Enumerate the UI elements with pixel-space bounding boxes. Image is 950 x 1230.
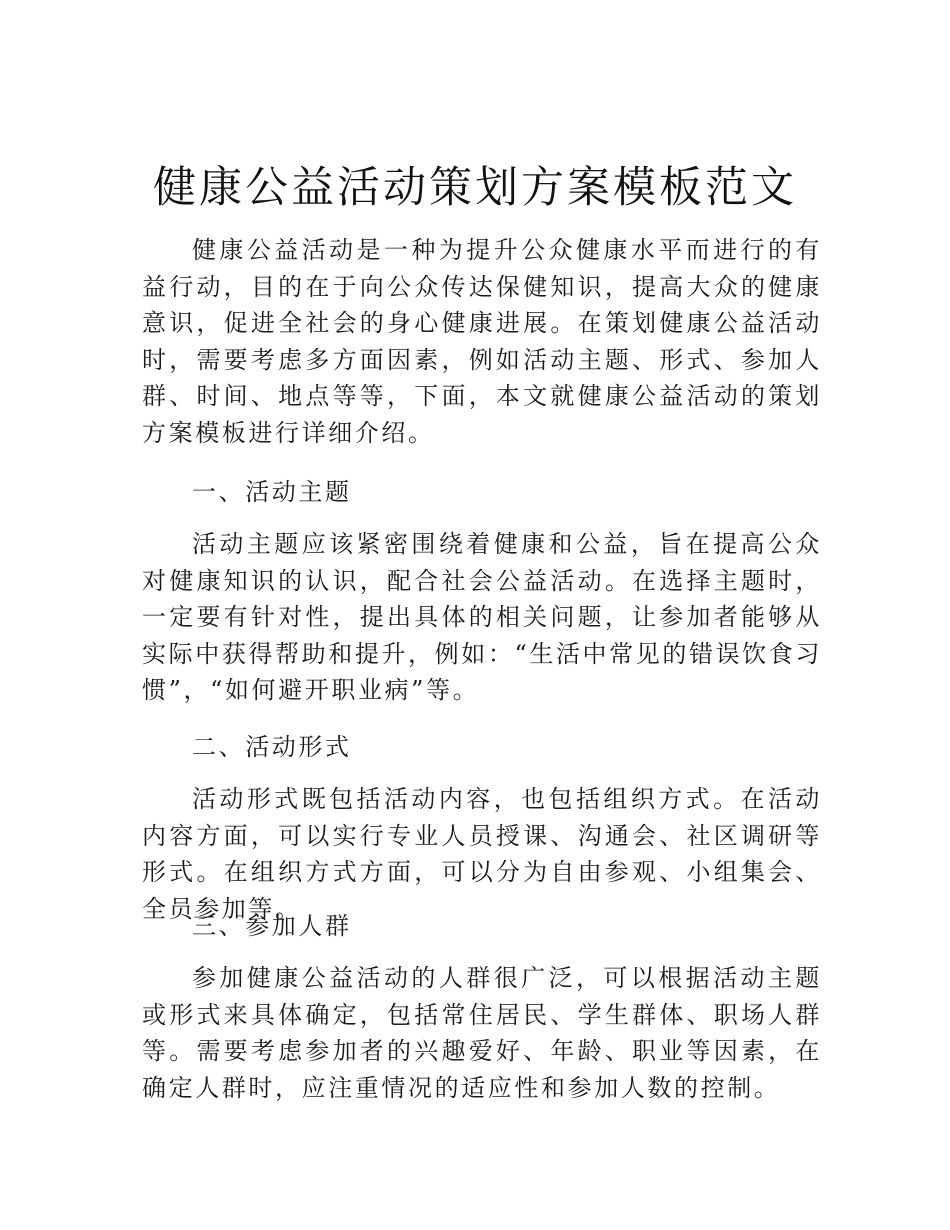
document-title: 健康公益活动策划方案模板范文 [153,163,797,213]
section-heading-theme: 一、活动主题 [192,478,352,506]
section-paragraph-participants: 参加健康公益活动的人群很广泛，可以根据活动主题或形式来具体确定，包括常住居民、学生群体、职场人群等。需要考虑参加者的兴趣爱好、年龄、职业等因素，在确定人群时，应注重情况的适应性和参加人数的控制。 [142,964,822,1102]
intro-paragraph: 健康公益活动是一种为提升公众健康水平而进行的有益行动，目的在于向公众传达保健知识，提高大众的健康意识，促进全社会的身心健康进展。在策划健康公益活动时，需要考虑多方面因素，例如活动主题、形式、参加人群、时间、地点等等，下面，本文就健康公益活动的策划方案模板进行详细介绍。 [142,236,822,447]
section-heading-format: 二、活动形式 [192,733,352,761]
section-heading-participants: 三、参加人群 [192,912,352,940]
section-paragraph-theme: 活动主题应该紧密围绕着健康和公益，旨在提高公众对健康知识的认识，配合社会公益活动。在选择主题时，一定要有针对性，提出具体的相关问题，让参加者能够从实际中获得帮助和提升，例如：“生活中常见的错误饮食习惯”，“如何避开职业病”等。 [142,530,822,705]
section-paragraph-format: 活动形式既包括活动内容，也包括组织方式。在活动内容方面，可以实行专业人员授课、沟通会、社区调研等形式。在组织方式方面，可以分为自由参观、小组集会、全员参加等。 [142,785,822,923]
